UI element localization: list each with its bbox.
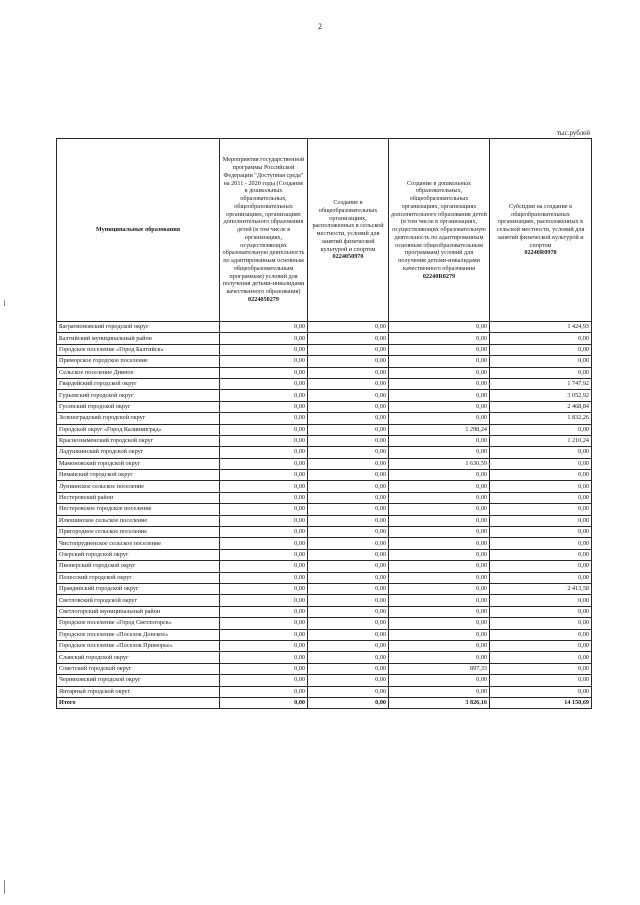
municipality-name-cell: Пионерский городской округ [57,561,220,572]
municipality-name-cell: Светлогорский муниципальный район [57,606,220,617]
amount-cell: 0,00 [490,344,592,355]
column-header-program-02240R0970 [490,139,592,322]
municipality-name-cell: Багратионовский городской округ [57,322,220,333]
amount-cell: 0,00 [490,572,592,583]
amount-cell: 0,00 [490,424,592,435]
table-row [57,458,592,469]
amount-cell: 0,00 [220,549,308,560]
amount-cell: 0,00 [389,378,490,389]
amount-cell: 0,00 [308,458,389,469]
amount-cell: 0,00 [490,492,592,503]
table-row [57,549,592,560]
amount-cell: 0,00 [220,515,308,526]
amount-cell: 0,00 [490,640,592,651]
table-row [57,435,592,446]
amount-cell: 0,00 [308,606,389,617]
table-row [57,470,592,481]
amount-cell: 0,00 [490,595,592,606]
amount-cell: 0,00 [389,322,490,333]
amount-cell: 0,00 [389,504,490,515]
amount-cell: 0,00 [308,561,389,572]
total-row [57,697,592,708]
municipality-name-cell: Городской округ «Город Калининград» [57,424,220,435]
amount-cell: 0,00 [220,697,308,708]
amount-cell: 0,00 [490,549,592,560]
column-header-title: Создание в дошкольных образовательных, общеобразовательных организациях, организациях дополнительного образования детей (в том числе в организациях, осуществляющих образовательную деятельность по адаптированным основным общеобразовательным программам) условий для получения детьми-инвалидами качественного образования [391,179,487,272]
table-row [57,333,592,344]
municipality-name-cell: Нестеровский район [57,492,220,503]
amount-cell: 0,00 [308,652,389,663]
table-row [57,424,592,435]
amount-cell: 0,00 [389,333,490,344]
column-header-title: Мероприятия государственной программы Российской Федерации "Доступная среда" на 2011 - 2020 годы (Создание в дошкольных образовательных, общеобразовательных организациях, организациях дополнительного образования детей (в том числе в организациях, осуществляющих образовательную деятельность по адаптированным основным общеобразовательным программам) условий для получения детьми-инвалидами качественного образования) [222,156,305,296]
municipality-name-cell: Чистопрудненское сельское поселение [57,538,220,549]
municipality-name-cell: Славский городской округ [57,652,220,663]
amount-cell: 0,00 [308,527,389,538]
amount-cell: 0,00 [308,367,389,378]
column-header-code: 02240R0279 [422,272,456,280]
amount-cell: 0,00 [220,504,308,515]
amount-cell: 0,00 [308,401,389,412]
amount-cell: 0,00 [389,629,490,640]
amount-cell: 0,00 [389,686,490,697]
amount-cell: 0,00 [490,470,592,481]
amount-cell: 897,33 [389,663,490,674]
amount-cell: 0,00 [389,549,490,560]
municipality-name-cell: Балтийский муниципальный район [57,333,220,344]
amount-cell: 0,00 [220,470,308,481]
municipality-name-cell: Правдинский городской округ [57,583,220,594]
amount-cell: 2 468,84 [490,401,592,412]
amount-cell: 0,00 [389,572,490,583]
amount-cell: 0,00 [220,538,308,549]
amount-cell: 1 630,59 [389,458,490,469]
amount-cell: 0,00 [308,333,389,344]
amount-cell: 0,00 [220,424,308,435]
amount-cell: 0,00 [490,561,592,572]
table-row [57,378,592,389]
amount-cell: 0,00 [220,595,308,606]
amount-cell: 0,00 [490,447,592,458]
amount-cell: 2 413,58 [490,583,592,594]
column-header-program-02240R0279 [389,139,490,322]
amount-cell: 0,00 [220,367,308,378]
column-header-title: Создание в общеобразовательных организациях, расположенных в сельской местности, условий для занятий физической культурой и спортом [312,199,384,253]
municipality-name-cell: Озерский городской округ [57,549,220,560]
amount-cell: 0,00 [220,686,308,697]
table-row [57,618,592,629]
amount-cell: 0,00 [490,458,592,469]
amount-cell: 0,00 [490,367,592,378]
amount-cell: 0,00 [389,583,490,594]
municipality-name-cell: Полесский городской округ [57,572,220,583]
amount-cell: 0,00 [389,561,490,572]
municipality-name-cell: Советский городской округ [57,663,220,674]
amount-cell: 0,00 [389,401,490,412]
amount-cell: 0,00 [389,492,490,503]
municipality-name-cell: Луниинское сельское поселение [57,481,220,492]
amount-cell: 1 424,93 [490,322,592,333]
amount-cell: 14 150,69 [490,697,592,708]
amount-cell: 0,00 [490,675,592,686]
amount-cell: 1 298,24 [389,424,490,435]
table-row [57,595,592,606]
column-header-title: Муниципальные образования [95,226,181,234]
amount-cell: 0,00 [308,675,389,686]
amount-cell: 0,00 [220,458,308,469]
table-row [57,344,592,355]
amount-cell: 0,00 [220,413,308,424]
municipality-name-cell: Янтарный городской округ [57,686,220,697]
amount-cell: 0,00 [220,322,308,333]
amount-cell: 0,00 [308,663,389,674]
amount-cell: 0,00 [308,629,389,640]
amount-cell: 0,00 [220,481,308,492]
amount-cell: 0,00 [389,606,490,617]
municipality-name-cell: Черняховский городской округ [57,675,220,686]
amount-cell: 0,00 [308,481,389,492]
column-header-municipality [57,139,220,322]
municipality-name-cell: Городское поселение «Поселок Донское» [57,629,220,640]
amount-cell: 0,00 [308,515,389,526]
amount-cell: 0,00 [490,515,592,526]
amount-cell: 0,00 [389,447,490,458]
amount-cell: 0,00 [220,390,308,401]
table-row [57,515,592,526]
amount-cell: 0,00 [308,686,389,697]
table-row [57,572,592,583]
table-row [57,652,592,663]
amount-cell: 0,00 [308,447,389,458]
table-row [57,663,592,674]
table-body [57,322,592,709]
amount-cell: 0,00 [389,595,490,606]
municipality-name-cell: Городское поселение «Город Балтийск» [57,344,220,355]
amount-cell: 0,00 [308,640,389,651]
amount-cell: 0,00 [308,390,389,401]
amount-cell: 0,00 [308,618,389,629]
amount-cell: 1 832,26 [490,413,592,424]
budget-table [56,138,592,709]
municipality-name-cell: Итого [57,697,220,708]
table-row [57,401,592,412]
amount-cell: 0,00 [308,356,389,367]
table-row [57,629,592,640]
amount-cell: 0,00 [308,697,389,708]
amount-cell: 0,00 [220,675,308,686]
column-header-code: 0224050970 [332,253,364,261]
municipality-name-cell: Ладушкинский городской округ [57,447,220,458]
amount-cell: 0,00 [220,629,308,640]
amount-cell: 0,00 [308,538,389,549]
amount-cell: 0,00 [490,652,592,663]
municipality-name-cell: Сельское поселение Дивное [57,367,220,378]
municipality-name-cell: Светловский городской округ [57,595,220,606]
amount-cell: 0,00 [220,640,308,651]
amount-cell: 1 210,24 [490,435,592,446]
amount-cell: 0,00 [308,492,389,503]
municipality-name-cell: Мамоновский городской округ [57,458,220,469]
amount-cell: 0,00 [308,504,389,515]
amount-cell: 0,00 [389,390,490,401]
amount-cell: 0,00 [220,435,308,446]
page-number: 2 [318,22,322,31]
column-header-code: 02240R0970 [524,249,557,257]
table-row [57,447,592,458]
municipality-name-cell: Приморское городское поселение [57,356,220,367]
column-header-title: Субсидии на создание в общеобразовательных организациях, расположенных в сельской местности, условий для занятий физической культурой и спортом [496,202,585,249]
amount-cell: 0,00 [490,606,592,617]
amount-cell: 0,00 [220,527,308,538]
amount-cell: 0,00 [220,561,308,572]
left-margin-mark [4,880,5,894]
table-row [57,367,592,378]
amount-cell: 0,00 [389,481,490,492]
amount-cell: 0,00 [389,640,490,651]
amount-cell: 0,00 [220,606,308,617]
municipality-name-cell: Пригородное сельское поселение [57,527,220,538]
municipality-name-cell: Гурьевский городской округ [57,390,220,401]
amount-cell: 0,00 [308,413,389,424]
amount-cell: 0,00 [389,470,490,481]
amount-cell: 0,00 [220,333,308,344]
amount-cell: 3 052,92 [490,390,592,401]
amount-cell: 0,00 [389,652,490,663]
table-row [57,686,592,697]
amount-cell: 1 747,92 [490,378,592,389]
amount-cell: 0,00 [220,663,308,674]
table-row [57,504,592,515]
municipality-name-cell: Городское поселение «Город Светлогорск» [57,618,220,629]
table-row [57,675,592,686]
amount-cell: 0,00 [389,356,490,367]
amount-cell: 0,00 [220,401,308,412]
amount-cell: 0,00 [490,356,592,367]
amount-cell: 0,00 [220,344,308,355]
table-row [57,583,592,594]
amount-cell: 0,00 [308,595,389,606]
table-row [57,413,592,424]
municipality-name-cell: Зеленоградский городской округ [57,413,220,424]
table-row [57,606,592,617]
amount-cell: 0,00 [220,618,308,629]
amount-cell: 0,00 [490,527,592,538]
amount-cell: 0,00 [389,675,490,686]
table-row [57,492,592,503]
municipality-name-cell: Гусевский городской округ [57,401,220,412]
amount-cell: 0,00 [220,652,308,663]
amount-cell: 0,00 [220,378,308,389]
amount-cell: 0,00 [490,481,592,492]
amount-cell: 0,00 [308,435,389,446]
table-row [57,640,592,651]
table-row [57,356,592,367]
amount-cell: 0,00 [220,356,308,367]
amount-cell: 0,00 [389,527,490,538]
amount-cell: 0,00 [389,515,490,526]
amount-cell: 0,00 [490,686,592,697]
column-header-program-0224050279 [220,139,308,322]
table-row [57,561,592,572]
table-row [57,481,592,492]
amount-cell: 0,00 [220,492,308,503]
table-row [57,322,592,333]
amount-cell: 0,00 [490,618,592,629]
amount-cell: 0,00 [220,447,308,458]
municipality-name-cell: Неманский городской округ [57,470,220,481]
amount-cell: 0,00 [308,378,389,389]
amount-cell: 0,00 [220,583,308,594]
column-header-code: 0224050279 [248,295,279,303]
amount-cell: 0,00 [220,572,308,583]
amount-cell: 0,00 [308,549,389,560]
left-margin-mark [4,300,5,306]
municipality-name-cell: Краснознаменский городской округ [57,435,220,446]
amount-cell: 0,00 [389,435,490,446]
table-header [57,139,592,322]
amount-cell: 0,00 [308,583,389,594]
amount-cell: 0,00 [490,663,592,674]
table-row [57,390,592,401]
amount-cell: 0,00 [308,424,389,435]
amount-cell: 0,00 [490,629,592,640]
amount-cell: 0,00 [308,322,389,333]
municipality-name-cell: Илюшинское сельское поселение [57,515,220,526]
amount-cell: 0,00 [389,413,490,424]
amount-cell: 0,00 [389,344,490,355]
table-row [57,538,592,549]
amount-cell: 0,00 [308,344,389,355]
municipality-name-cell: Нестеровское городское поселение [57,504,220,515]
amount-cell: 0,00 [308,470,389,481]
amount-cell: 0,00 [389,618,490,629]
amount-cell: 0,00 [490,538,592,549]
municipality-name-cell: Городское поселение «Поселок Приморье» [57,640,220,651]
unit-label: тыс.рублей [556,129,590,137]
amount-cell: 0,00 [308,572,389,583]
amount-cell: 0,00 [490,333,592,344]
amount-cell: 0,00 [389,367,490,378]
amount-cell: 3 826,16 [389,697,490,708]
amount-cell: 0,00 [389,538,490,549]
municipality-name-cell: Гвардейский городской округ [57,378,220,389]
column-header-program-0224050970 [308,139,389,322]
table-row [57,527,592,538]
amount-cell: 0,00 [490,504,592,515]
